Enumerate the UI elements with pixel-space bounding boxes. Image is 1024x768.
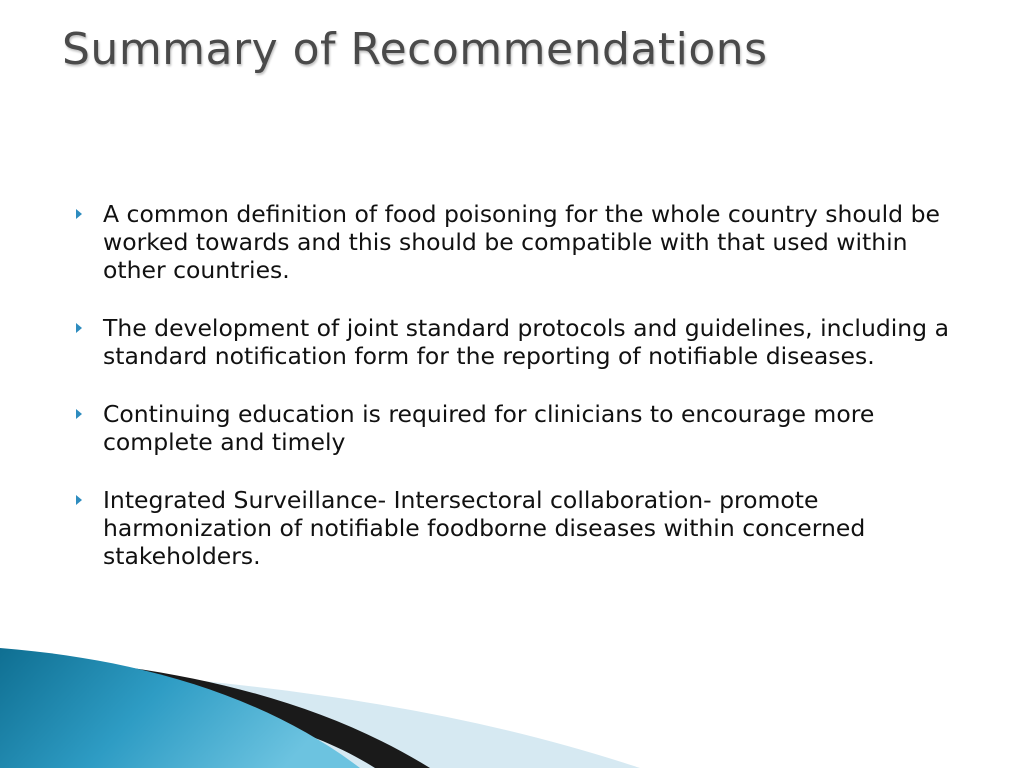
dark-wave bbox=[0, 655, 430, 768]
bullet-item bbox=[76, 400, 956, 456]
triangle-right-icon bbox=[76, 323, 82, 333]
bullet-text: Continuing education is required for clinicians to encourage more complete and timely bbox=[103, 400, 875, 456]
triangle-right-icon bbox=[76, 495, 82, 505]
bullet-item bbox=[76, 200, 956, 284]
triangle-right-icon bbox=[76, 209, 82, 219]
bullet-text: The development of joint standard protocols and guidelines, including a standard notification form for the reporting of notifiable diseases. bbox=[103, 314, 949, 370]
bullet-item bbox=[76, 314, 956, 370]
bullet-text: A common definition of food poisoning for the whole country should be worked towards and this should be compatible with that used within other countries. bbox=[103, 200, 940, 284]
bullet-item bbox=[76, 486, 956, 570]
triangle-right-icon bbox=[76, 409, 82, 419]
blue-wave bbox=[0, 648, 360, 768]
bullet-list bbox=[76, 200, 956, 600]
slide-title: Summary of Recommendations bbox=[62, 24, 768, 75]
bullet-text: Integrated Surveillance- Intersectoral collaboration- promote harmonization of notifiable foodborne diseases within concerned stakeholders. bbox=[103, 486, 866, 570]
light-wave bbox=[0, 665, 640, 768]
